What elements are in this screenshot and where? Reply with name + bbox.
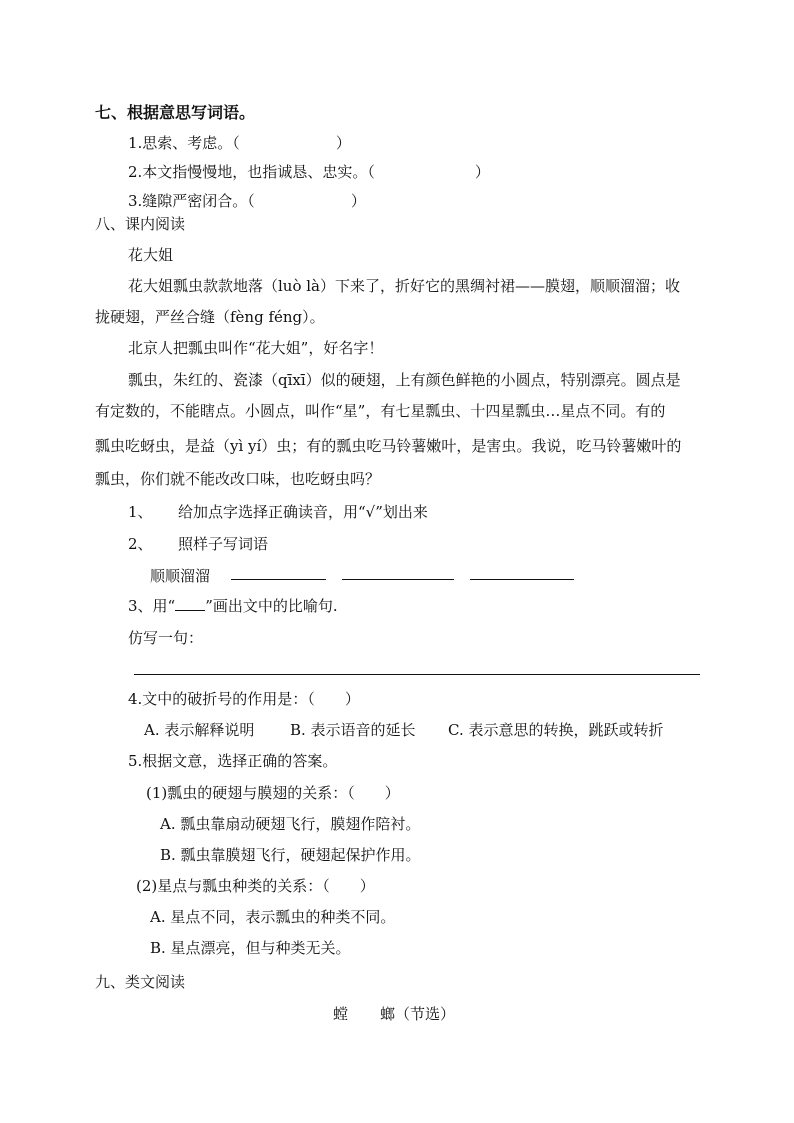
question-5-1: (1)瓢虫的硬翅与膜翅的关系：（ ） — [146, 784, 400, 802]
section-7-q3-text: 3.缝隙严密闭合。（ — [128, 192, 255, 210]
section-7-q1 — [128, 133, 351, 153]
option-c: C. 表示意思的转换，跳跃或转折 — [448, 721, 664, 739]
section-7-q2-close: ） — [474, 163, 490, 181]
question-3 — [128, 596, 338, 616]
passage-line: 北京人把瓢虫叫作“花大姐”，好名字！ — [128, 339, 384, 357]
imitate-label: 仿写一句： — [128, 629, 204, 647]
article-title — [333, 1004, 455, 1024]
article-title-note: （节选） — [395, 1005, 456, 1023]
answer-line[interactable] — [342, 579, 454, 580]
underline-sample — [175, 596, 205, 611]
answer-line[interactable] — [470, 579, 574, 580]
option-a: A. 瓢虫靠扇动硬翅飞行，膜翅作陪衬。 — [160, 815, 421, 833]
section-8-heading: 八、课内阅读 — [95, 215, 186, 233]
passage-line: 瓢虫吃蚜虫，是益（yì yí）虫；有的瓢虫吃马铃薯嫩叶，是害虫。我说，吃马铃薯嫩叶的 — [95, 437, 682, 455]
option-b: B. 瓢虫靠膜翅飞行，硬翅起保护作用。 — [160, 846, 421, 864]
option-b: B. 表示语音的延长 — [290, 721, 416, 739]
passage-line: 拢硬翅，严丝合缝（fèng féng）。 — [95, 308, 325, 326]
article-title-char: 螂 — [380, 1005, 396, 1023]
section-7-q1-text: 1.思索、考虑。（ — [128, 134, 240, 152]
option-b: B. 星点漂亮，但与种类无关。 — [150, 939, 351, 957]
question-2-text: 照样子写词语 — [178, 535, 269, 553]
passage-line: 花大姐瓢虫款款地落（luò là）下来了，折好它的黑绸衬裙——膜翅，顺顺溜溜；收 — [128, 277, 681, 295]
question-4: 4.文中的破折号的作用是：（ ） — [128, 690, 360, 708]
section-9-heading: 九、类文阅读 — [95, 973, 186, 991]
question-5: 5.根据文意，选择正确的答案。 — [128, 752, 338, 770]
answer-line[interactable] — [134, 674, 700, 675]
article-title-char: 螳 — [333, 1005, 349, 1023]
section-7-q1-close: ） — [335, 134, 351, 152]
question-3-text: 3、用“ — [128, 597, 176, 615]
section-7-q3-close: ） — [350, 192, 366, 210]
section-7-q3 — [128, 191, 366, 211]
option-a: A. 表示解释说明 — [144, 721, 255, 739]
example-word: 顺顺溜溜 — [150, 567, 211, 585]
question-1-number: 1、 — [128, 503, 153, 521]
section-7-q2-text: 2.本文指慢慢地，也指诚恳、忠实。（ — [128, 163, 375, 181]
question-2-number: 2、 — [128, 535, 153, 553]
section-7-q2 — [128, 162, 490, 182]
passage-title: 花大姐 — [128, 246, 174, 264]
question-3-text-end: ”画出文中的比喻句. — [205, 597, 338, 615]
passage-line: 瓢虫，你们就不能改改口味，也吃蚜虫吗？ — [95, 470, 381, 488]
passage-line: 瓢虫，朱红的、瓷漆（qīxī）似的硬翅，上有颜色鲜艳的小圆点，特别漂亮。圆点是 — [128, 371, 681, 389]
question-5-2: (2)星点与瓢虫种类的关系：（ ） — [136, 877, 375, 895]
option-a: A. 星点不同，表示瓢虫的种类不同。 — [150, 908, 396, 926]
question-1-text: 给加点字选择正确读音，用“√”划出来 — [178, 503, 428, 521]
section-7-heading: 七、根据意思写词语。 — [95, 103, 256, 122]
answer-line[interactable] — [231, 579, 326, 580]
passage-line: 有定数的，不能瞎点。小圆点，叫作“星”，有七星瓢虫、十四星瓢虫…星点不同。有的 — [95, 402, 666, 420]
